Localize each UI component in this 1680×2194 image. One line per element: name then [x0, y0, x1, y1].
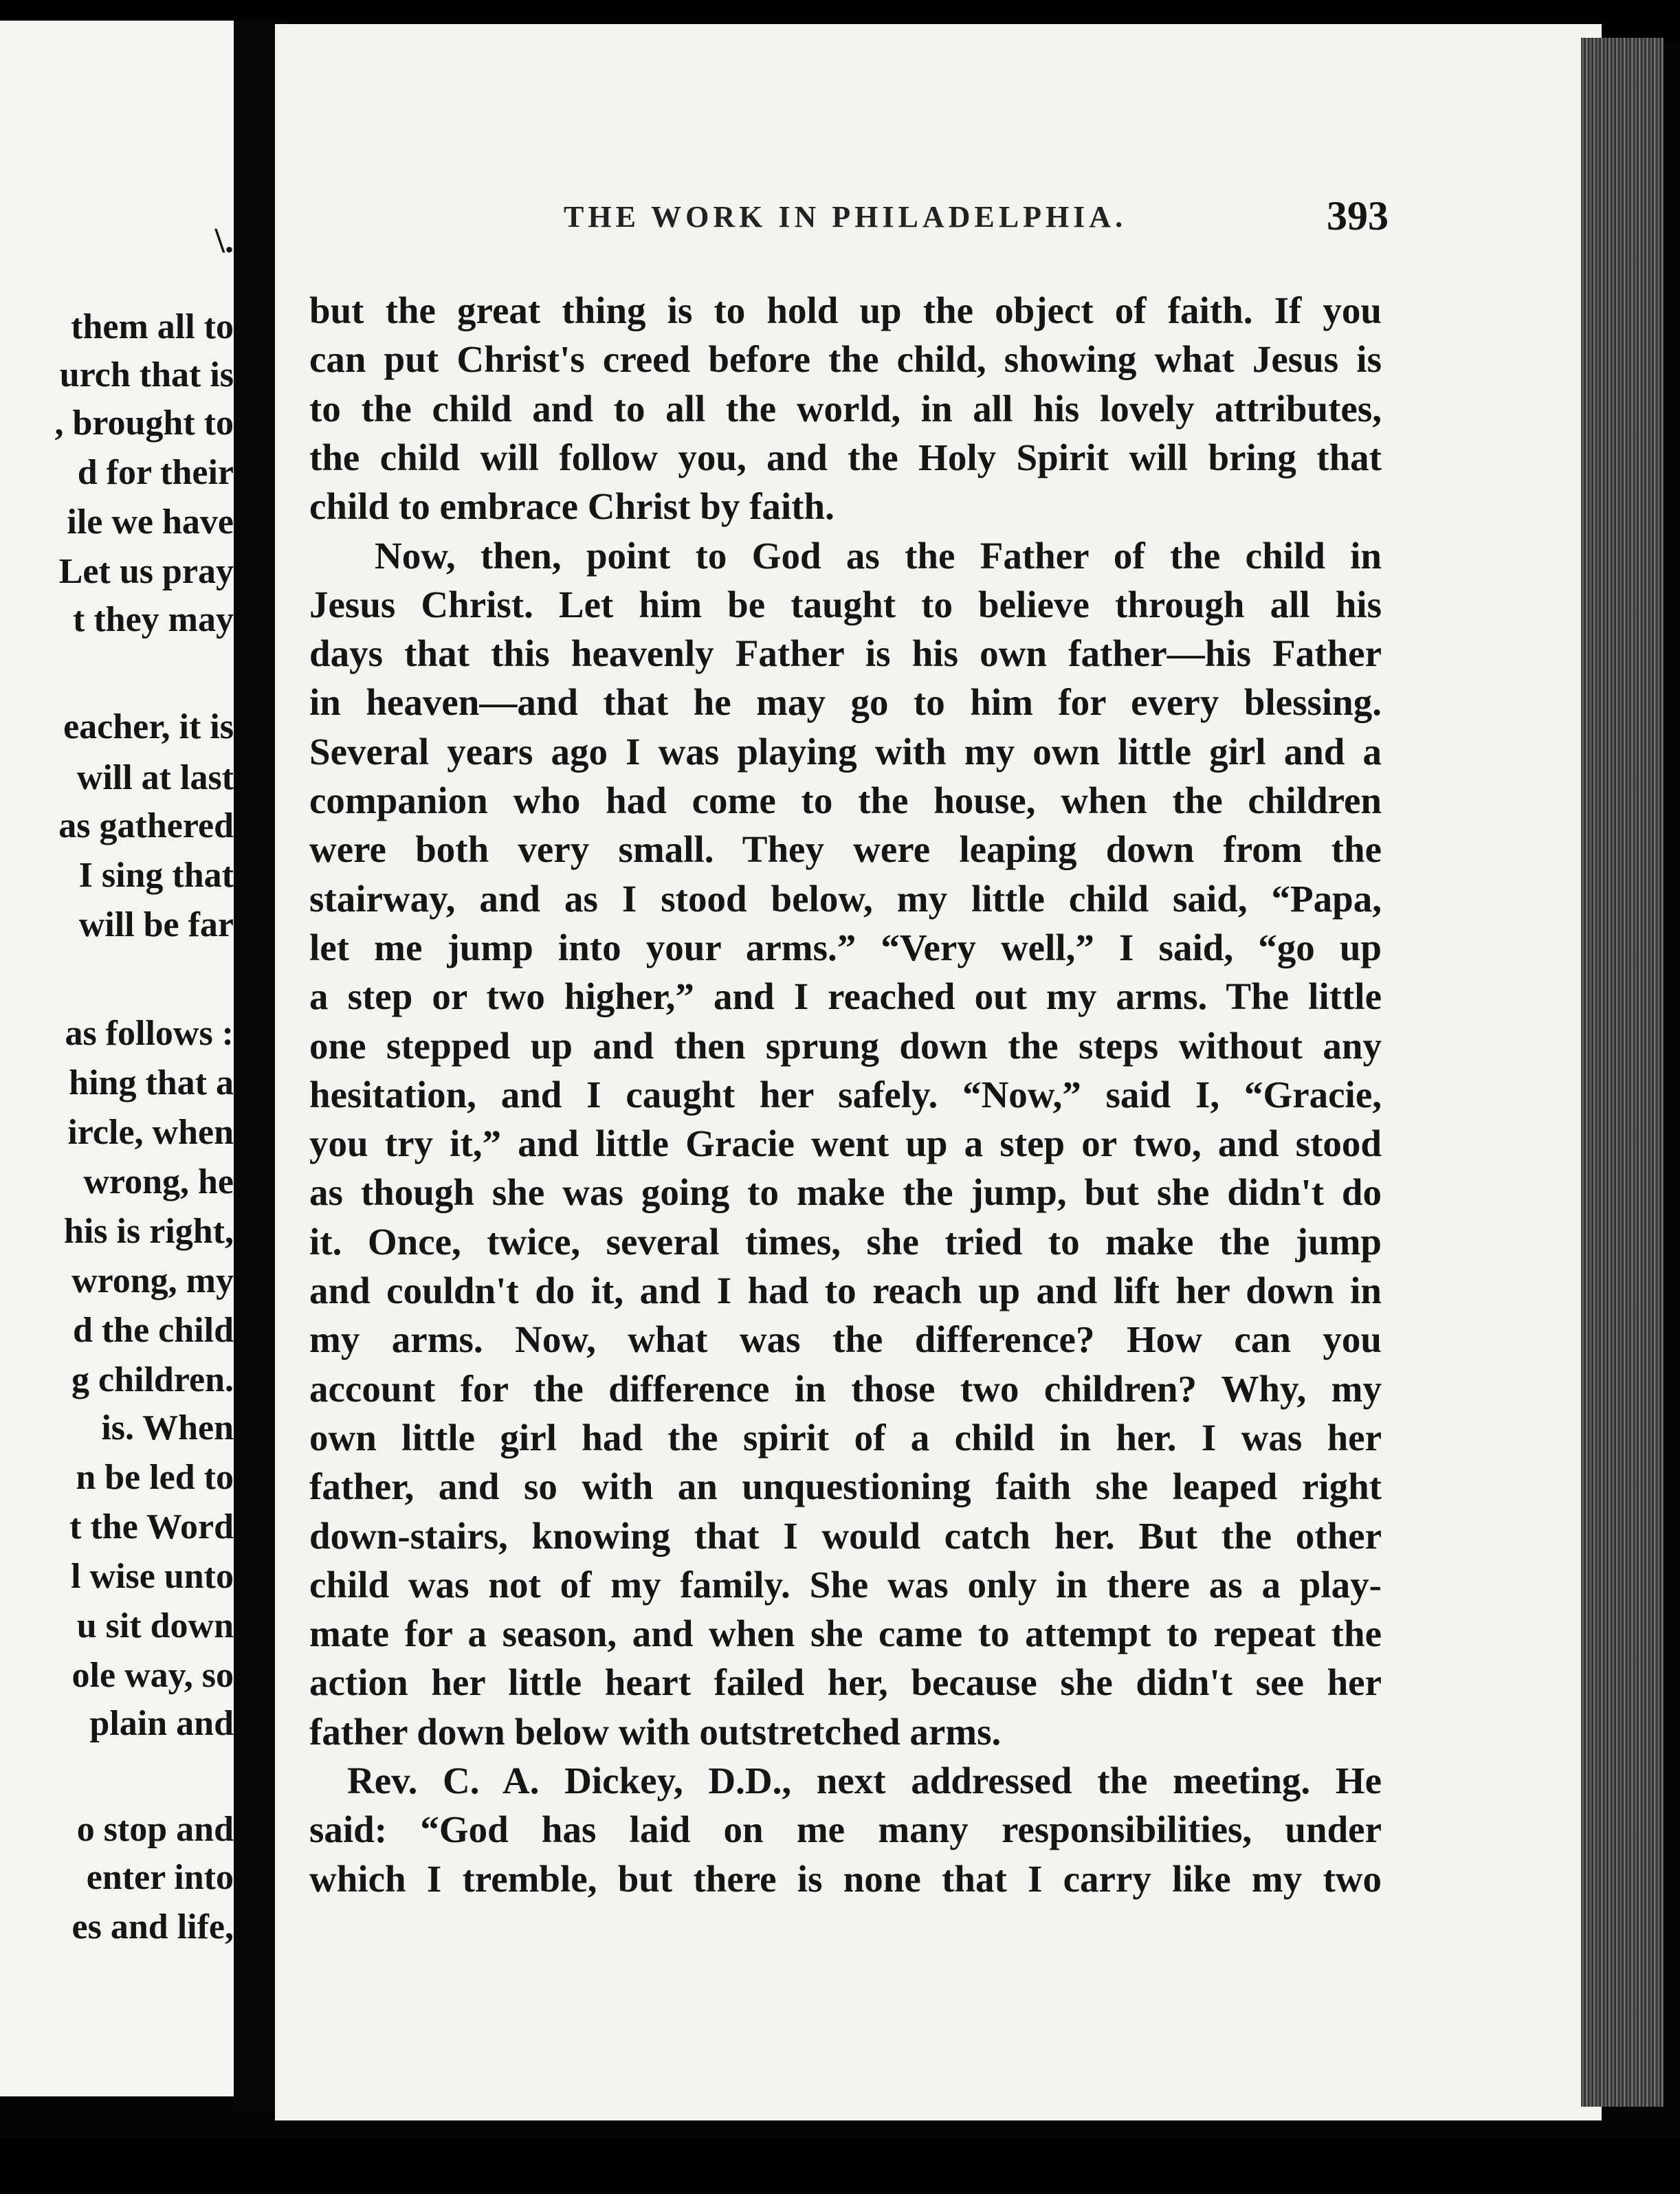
left-page-text-fragment: d the child [72, 1311, 234, 1350]
left-page-text-fragment: ile we have [67, 502, 234, 542]
left-page-text-fragment: Let us pray [58, 552, 234, 591]
text-line: Jesus Christ. Let him be taught to believe through all his [309, 584, 1382, 625]
text-line: to the child and to all the world, in all his lovely attributes, [309, 388, 1382, 430]
text-line: father down below with outstretched arms. [309, 1711, 1002, 1753]
text-line: in heaven—and that he may go to him for every blessing. [309, 681, 1382, 723]
left-page-text-fragment: u sit down [76, 1606, 234, 1645]
left-page-text-fragment: , brought to [54, 403, 234, 443]
left-page-text-fragment: enter into [86, 1858, 234, 1897]
left-page-text-fragment: will be far [78, 905, 234, 944]
running-header [275, 192, 1389, 241]
left-page-text-fragment: urch that is [59, 355, 234, 395]
running-title: THE WORK IN PHILADELPHIA. [564, 200, 1127, 234]
scan-bottom-border [0, 2138, 1680, 2194]
text-line: you try it,” and little Gracie went up a step or two, and stood [309, 1122, 1382, 1164]
text-line: the child will follow you, and the Holy Spirit will bring that [309, 436, 1382, 478]
text-line: but the great thing is to hold up the object of faith. If you [309, 289, 1382, 331]
left-page-text-fragment: eacher, it is [63, 707, 234, 746]
left-page-text-fragment: es and life, [71, 1907, 234, 1947]
left-page-text-fragment: as follows : [65, 1014, 234, 1053]
left-facing-page [0, 21, 254, 2096]
left-page-text-fragment: t they may [73, 600, 234, 639]
left-page-text-fragment: his is right, [63, 1212, 234, 1251]
left-page-text-fragment: them all to [71, 307, 234, 346]
left-page-text-fragment: l wise unto [71, 1557, 234, 1596]
left-page-text-fragment: hing that a [69, 1063, 234, 1102]
text-line: child to embrace Christ by faith. [309, 485, 835, 527]
left-page-text-fragment: d for their [77, 453, 234, 492]
text-line: own little girl had the spirit of a child in her. I was her [309, 1417, 1382, 1459]
text-line: account for the difference in those two children? Why, my [309, 1368, 1382, 1410]
text-line: said: “God has laid on me many responsibilities, under [309, 1808, 1382, 1850]
page-number: 393 [1327, 193, 1389, 239]
text-line: as though she was going to make the jump, but she didn't do [309, 1171, 1382, 1213]
text-line: companion who had come to the house, when the children [309, 779, 1382, 821]
text-line: it. Once, twice, several times, she tried to make the jump [309, 1221, 1382, 1263]
left-page-text-fragment: as gathered [58, 806, 234, 845]
text-line: were both very small. They were leaping down from the [309, 828, 1382, 870]
left-page-text-fragment: ircle, when [67, 1113, 234, 1152]
left-page-text-fragment: is. When [101, 1408, 234, 1448]
text-line: child was not of my family. She was only in there as a play- [309, 1564, 1382, 1606]
page-edge-stack [1581, 38, 1664, 2107]
left-page-text-fragment: \. [214, 221, 234, 261]
text-line: father, and so with an unquestioning faith she leaped right [309, 1465, 1382, 1507]
left-page-text-fragment: n be led to [76, 1458, 234, 1497]
text-line: action her little heart failed her, because she didn't see her [309, 1661, 1382, 1703]
text-line: and couldn't do it, and I had to reach up and lift her down in [309, 1270, 1382, 1311]
text-line: one stepped up and then sprung down the steps without any [309, 1025, 1382, 1067]
left-page-text-fragment: I sing that [78, 856, 234, 895]
left-page-text-fragment: t the Word [69, 1507, 234, 1547]
text-line: Several years ago I was playing with my own little girl and a [309, 731, 1382, 773]
text-line: which I tremble, but there is none that I carry like my two [309, 1858, 1382, 1900]
left-page-text-fragment: wrong, my [71, 1261, 234, 1300]
text-line: days that this heavenly Father is his own father—his Father [309, 632, 1382, 674]
left-page-text-fragment: wrong, he [83, 1162, 234, 1201]
text-line: my arms. Now, what was the difference? How can you [309, 1318, 1382, 1360]
text-line: stairway, and as I stood below, my little child said, “Papa, [309, 878, 1382, 920]
text-line: Rev. C. A. Dickey, D.D., next addressed the meeting. He [347, 1760, 1382, 1802]
text-line: let me jump into your arms.” “Very well,” I said, “go up [309, 927, 1382, 968]
left-page-text-fragment: g children. [71, 1360, 234, 1399]
text-line: Now, then, point to God as the Father of the child in [375, 535, 1382, 577]
left-page-text-fragment: o stop and [76, 1810, 234, 1849]
left-page-text-fragment: ole way, so [71, 1656, 234, 1695]
left-page-text-fragment: will at last [76, 758, 234, 797]
text-line: can put Christ's creed before the child, showing what Jesus is [309, 338, 1382, 380]
text-line: hesitation, and I caught her safely. “Now,” said I, “Gracie, [309, 1074, 1382, 1116]
text-line: down-stairs, knowing that I would catch her. But the other [309, 1515, 1382, 1557]
text-line: a step or two higher,” and I reached out my arms. The little [309, 975, 1382, 1017]
left-page-text-fragment: plain and [89, 1704, 234, 1743]
text-line: mate for a season, and when she came to attempt to repeat the [309, 1613, 1382, 1654]
